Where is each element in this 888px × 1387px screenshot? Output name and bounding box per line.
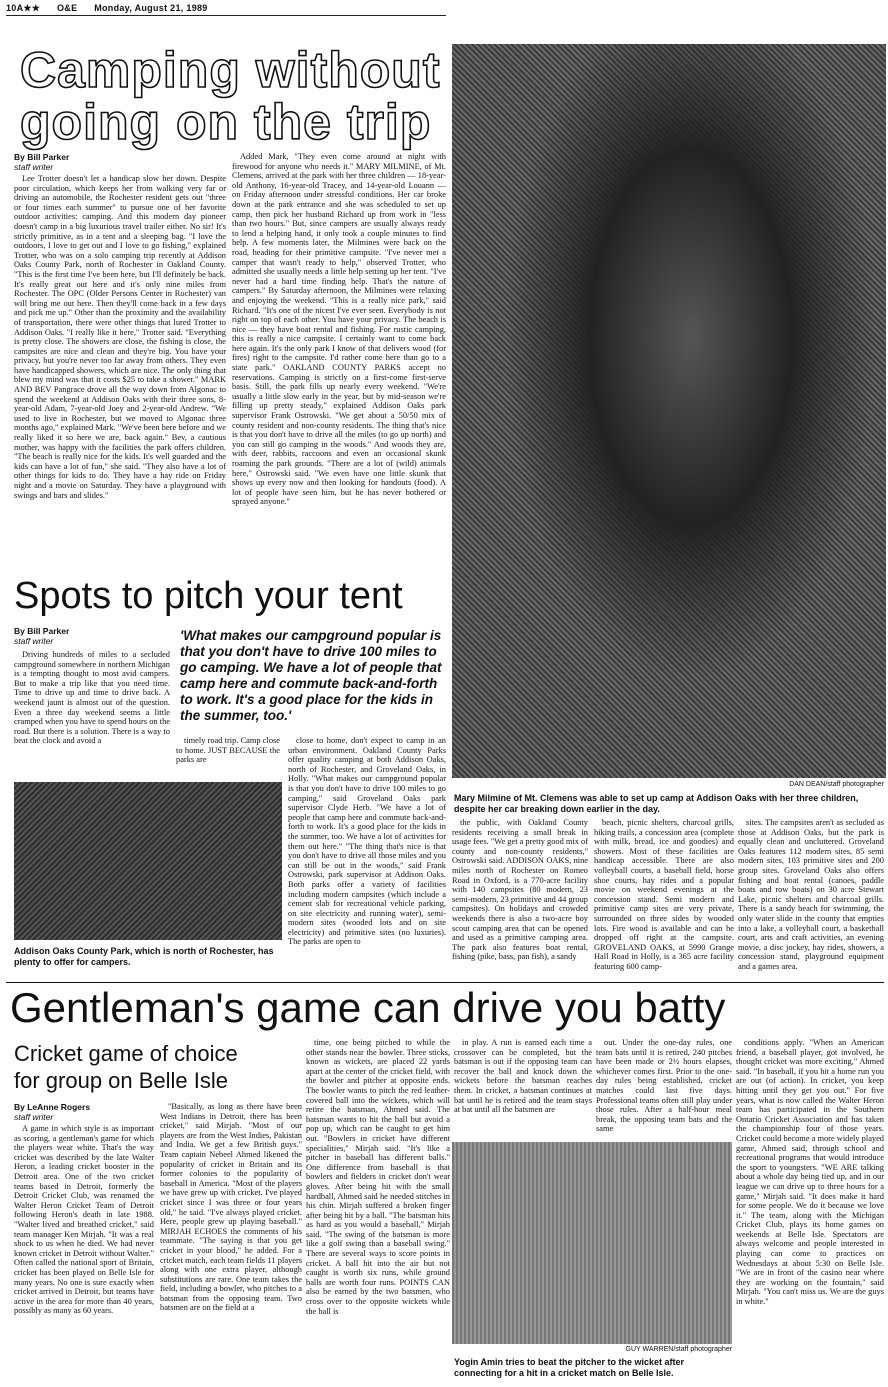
spots-column-1: Driving hundreds of miles to a secluded campground somewhere in northern Michigan is a tempting thought to most avid campers. But to make a trip like that you need time. Time to drive up and time to drive back. A weekend jaunt is almost out of the question. Even a three day weekend seems a little cramped when you have to spend hours on the road. But there is a solution. There is a way to beat the clock and avoid a [14,650,170,746]
spots-column-5: beach, picnic shelters, charcoal grills, hiking trails, a concession area (complete with milk, bread, ice and goodies) and showers. Most of these facilities are handicap accessible. There are also volleyball courts, a baseball field, horse shoe courts, hay rides and a popular movie on weekend evenings at the concession stand. Semi modern and primitive camp sites are very private, surrounded on three sides by wooded lots. Fire wood is available and can be dropped off right at the campsite. GROVELAND OAKS, at 5990 Grange Hall Road in Holly, is a 365 acre facility featuring 600 camp- [594,818,734,971]
cricket-photo-credit: GUY WARREN/staff photographer [625,1346,732,1353]
byline-role: staff writer [14,162,54,172]
cricket-photo-caption: Yogin Amin tries to beat the pitcher to the wicket after connecting for a hit in a cricket match on Belle Isle. [454,1357,685,1378]
section-rule [6,982,884,983]
spots-column-3: close to home, don't expect to camp in an urban environment. Oakland County Parks offer quality camping at both Addison Oaks, north of Rochester, and Groveland Oaks, in Holly. "What makes our campground popular is that you don't have to drive 100 miles to go camping," said Groveland Oaks park supervisor Clyde Herb. "We have a lot of people that camp here and commute back-and-forth to work. It's a good place for the kids in the summer, too. We have a lot of activities for them out here." "The thing that's nice is that you don't have to drive all those miles and you can still be out in the woods," said Frank Ostrowski, park supervisor at Addison Oaks. Both parks offer a variety of facilities including modern campsites (which include a cement slab for recreational vehicle parking, on site electricity and running water), semi-modern sites (wooded lots and on site electricity) and primitive sites (no luxuries). The parks are open to [288,736,446,947]
byline-name: By Bill Parker [14,152,70,162]
camping-column-1: Lee Trotter doesn't let a handicap slow her down. Despite poor circulation, which keeps her from walking very far or driving an automobile, the Rochester resident gets out "three or four times each summer" to pursue one of her favorite outdoor activities: camping. And this modern day pioneer doesn't camp in a big luxurious travel trailer either. No sir! It's strictly primitive, as in a tent and a sleeping bag. "I love the outdoors, I love to get out and I love to go fishing," explained Trotter, who was on a solo camping trip recently at Addison Oaks County Park, north of Rochester in Oakland County. "This is the first time I've been here, but I'll definitely be back. It's really great out here and it's only nine miles from Rochester. The OPC (Older Persons Center in Rochester) van will bring me out here. Then they'll come back in a few days and pick me up." Other than the proximity and the availability of transportation, there were other things that lured Trotter to Addison Oaks. "I really like it here," Trotter said. "Everything is pretty close. The showers are close, the fishing is close, the campsites are nice and clean and they're big. You have your privacy, but you're never too far away from others. They even have handicapped showers, which are nice. The only thing that blew my mind was that it costs $25 to take a shower." MARK AND BEV Pangrace drove all the way down from Algonac to spend the weekend at Addison Oaks with their three sons, 8-year-old Adam, 7-year-old Joey and 2-year-old Andrew. "We used to live in Rochester, but we moved to Algonac three months ago," explained Mark. "We've been here before and we really liked it so here we are, back again." Bev, a cautious mother, was happy with the facilities the park offers children. "The beach is really nice for the kids. It's well guarded and the kids can have a lot of fun," she said. "They also have a lot of other things for kids to do. They have a hay ride on Friday night and a movie on Saturday. They have a playground with swings and bars and slides." [14,174,226,500]
page-header [6,3,222,14]
camping-headline-line2: going on the trip [20,94,432,150]
spots-headline: Spots to pitch your tent [14,575,403,617]
camping-headline [20,44,450,148]
cricket-photo [452,1142,732,1344]
byline-name: By Bill Parker [14,626,70,636]
camping-photo-caption: Mary Milmine of Mt. Clemens was able to set up camp at Addison Oaks with her three children, despite her car breaking down earlier in the day. [454,793,859,814]
camping-photo-credit: DAN DEAN/staff photographer [789,781,884,788]
byline-name: By LeAnne Rogers [14,1102,91,1112]
spots-byline [14,626,174,646]
cricket-subhead [14,1040,300,1094]
cricket-byline [14,1102,154,1122]
camping-headline-line1: Camping without [20,42,441,98]
camping-byline [14,152,214,172]
spots-pull-quote: 'What makes our campground popular is that you don't have to drive 100 miles to go camping. We have a lot of people that camp here and commute back-and-forth to work. It's a good place for the kids in the summer, too.' [180,628,442,723]
camping-photo [452,44,886,778]
cricket-column-4: in play. A run is earned each time a crossover can be completed, but the batsman is out if the opposing team can recover the ball and knock down the wickets before the batsman reaches them. In cricket, a batsman continues at bat until he is retired and the team stays at bat until all the batsmen are [454,1038,592,1115]
spots-column-6: sites. The campsites aren't as secluded as those at Addison Oaks, but the park is equally clean and uncluttered. Groveland Oaks features 112 modern sites, 85 semi modern sites, 103 primitive sites and 200 group sites. Groveland Oaks also offers fishing and boat rental (canoes, paddle boats and row boats) on 30 acre Stewart Lake, picnic shelters and charcoal grills. There is a sandy beach for swimming, the only water slide in the county that empties into a lake, a volleyball court, a basketball court, arts and craft activities, an evening movie, a disc jockey, hay rides, showers, a concession stand, playground equipment and a games area. [738,818,884,971]
spots-column-2: timely road trip. Camp close to home. JUST BECAUSE the parks are [176,736,280,765]
cricket-column-5: out. Under the one-day rules, one team bats until it is retired, 240 pitches have been made or 2½ hours elapses, whichever comes first. Prior to the one-day rules being established, cricket matches could last five days. Professional teams often still play under those rules. After a half-hour meal break, the opposing team bats and the same [596,1038,732,1134]
spots-column-4: the public, with Oakland County residents receiving a small break in usage fees. "We get a pretty good mix of county and non-county residents," Ostrowski said. ADDISON OAKS, nine miles north of Rochester on Romeo Road in Oxford, is a 770-acre facility with 140 campsites (80 modern, 23 semi-modern, 23 primitive and 44 group campsites). On holidays and crowded weekends there is also a two-acre boy scout camping area that can be opened and used as a primitive camping area. The park also features boat rental, fishing (pike, bass, pan fish), a sandy [452,818,588,962]
issue-date: Monday, August 21, 1989 [94,3,208,13]
cricket-subhead-line1: Cricket game of choice [14,1041,238,1066]
camping-column-2: Added Mark, "They even come around at night with firewood for anyone who needs it." MARY MILMINE, of Mt. Clemens, arrived at the park with her three children — 18-year-old Anthony, 16-year-old Tracey, and 14-year-old Louann — on Friday afternoon under stressful conditions. Her car broke down at the park entrance and she was scheduled to set up camp, then pick her husband Richard up from work in "less than two hours." But, since campers are usually always ready to lend a helping hand, it only took a couple minutes to find help. A few moments later, the Milmines were back on the road, heading for their primitive campsite. "I've never met a camper that wasn't ready to help," observed Trotter, who admitted she usually needs a little help setting up her tent. "I've never had a hard time finding help. That's the nature of campers." By Saturday afternoon, the Milmines were relaxing and enjoying the weekend. "This is a really nice park," said Richard. "It's one of the nicest I've ever seen. Everybody is not right on top of each other. You have your privacy. The beach is nice — they have boat rental and fishing. For rustic camping, this is really a nice campsite. I certainly want to come back here again. It's the only park I know of that delivers wood (for fires) right to the campsite. I'd rather come here than go to a state park." OAKLAND COUNTY PARKS accept no reservations. Camping is strictly on a first-come first-serve basis. Still, the park fills up nearly every weekend. "We're usually a little slow early in the year, but by mid-season we're filling up pretty steady," explained Addison Oaks park supervisor Frank Ostrowski. "We get about a 50/50 mix of county resident and non-county residents. The thing that's nice is that you don't have to drive all the miles (to go up north) and you can still go camping in the woods." And woods they are, with deer, rabbits, raccoons and even an occasional skunk roaming the park grounds. "There are a lot of (wild) animals here," Ostrowski said. "We even have one little skunk that shows up every now and then looking for handouts (food). A lot of people have seen him, but he has never bothered or sprayed anyone." [232,152,446,507]
section-name: O&E [56,3,78,13]
cricket-column-3: time, one being pitched to while the other stands near the bowler. Three sticks, known as wickets, are placed 22 yards apart at the center of the cricket field, with the bowler and pitcher at opposite ends. The bowler wants to pitch the red leather-covered ball into the wickets, which will retire the batsman, Ahmed said. The batsman wants to hit the ball but avoid a pop up, which can be caught to get him out. "Bowlers in cricket have different specialities," Mirjah said. "It's like a pitcher in baseball has different balls." One difference from baseball is that bowlers and fielders in cricket don't wear gloves. After being hit with the small hardball, Ahmed said he needed stitches in his chin. Mirjah suffered a broken finger after being hit by a ball. "The batsman hits as hard as you would a baseball," Mirjah said. "The swing of the batsman is more like a golf swing than a baseball swing." There are several ways to score points in cricket. A ball hit into the air but not caught is worth six runs, while ground balls are worth four runs. POINTS CAN also be earned by the two batsmen, who cross over to the opposite wickets while the ball is [306,1038,450,1316]
addison-oaks-photo [14,782,282,940]
cricket-column-1: A game in which style is as important as scoring, a gentleman's game for which the players wear white. That's the way cricket was described by the late Walter Heron, a leading cricket booster in the Detroit area. One of the two cricket teams based in Detroit, formerly the Detroit Cricket Club, was renamed the Walter Heron Cricket Team of Detroit following Heron's death in late 1988. "Walter lived and breathed cricket," said team manager Ken Mirjah. "It was a real shock to us when he died. We had never known cricket in Detroit without Walter." Often called the national sport of Britain, cricket has been played on Belle Isle for many years. No one is sure exactly when cricket arrived in Detroit, but teams have active in the area for more than 40 years, possibly as many as 60 years. [14,1124,154,1316]
cricket-column-6: conditions apply. "When an American friend, a baseball player, got involved, he thought cricket was more exciting," Ahmed said. "In baseball, if you hit a home run you are out (of action). In cricket, you keep hitting until they get you out." For five years, what is now called the Walter Heron team has participated in the Southern Ontario Cricket Association and has taken the championship four of those years. Cricket could become a more widely played game, Ahmed said, through school and recreational programs that would introduce the sport to youngsters. "WE ARE talking about a whole day being tied up, and in our league we can drive up to three hours for a game," Mirjah said. "It does make it hard for some people. We do it because we love it." The team, along with the Michigan Cricket Club, plays its home games on weekends at Belle Isle. Spectators are always welcome and people interested in playing can come to practices on Wednesdays at about 5:30 on Belle Isle. "We are in front of the casino near where they are working on the fountain," said Mirjah. "You can't miss us. We are the guys in white." [736,1038,884,1307]
cricket-headline: Gentleman's game can drive you batty [10,984,726,1031]
addison-oaks-caption: Addison Oaks County Park, which is north of Rochester, has plenty to offer for campers. [14,946,274,967]
byline-role: staff writer [14,1112,54,1122]
page-number: 10A★★ [6,3,41,13]
cricket-subhead-line2: for group on Belle Isle [14,1068,229,1093]
header-rule [6,15,446,16]
byline-role: staff writer [14,636,54,646]
cricket-column-2: "Basically, as long as there have been West Indians in Detroit, there has been cricket," said Mirjah. "Most of our players are from the West Indies, Pakistan and India. We get a few British guys." Team captain Nebeel Ahmed likened the popularity of cricket in Britain and its former colonies to the popularity of baseball in America. "Most of the players we have grew up with cricket. I've played cricket since I was three or four years old," he said. "I've always played cricket. Here, people grew up playing baseball." MIRJAH ECHOES the comments of his teammate. "The saying is that you get cricket in your blood," he added. For a cricket match, each team fields 11 players along with one extra player, although substitutions are rare. One team takes the field, including a bowler, who pitches to a batsman from the opposing team. Two batsmen are on the field at a [160,1102,302,1313]
